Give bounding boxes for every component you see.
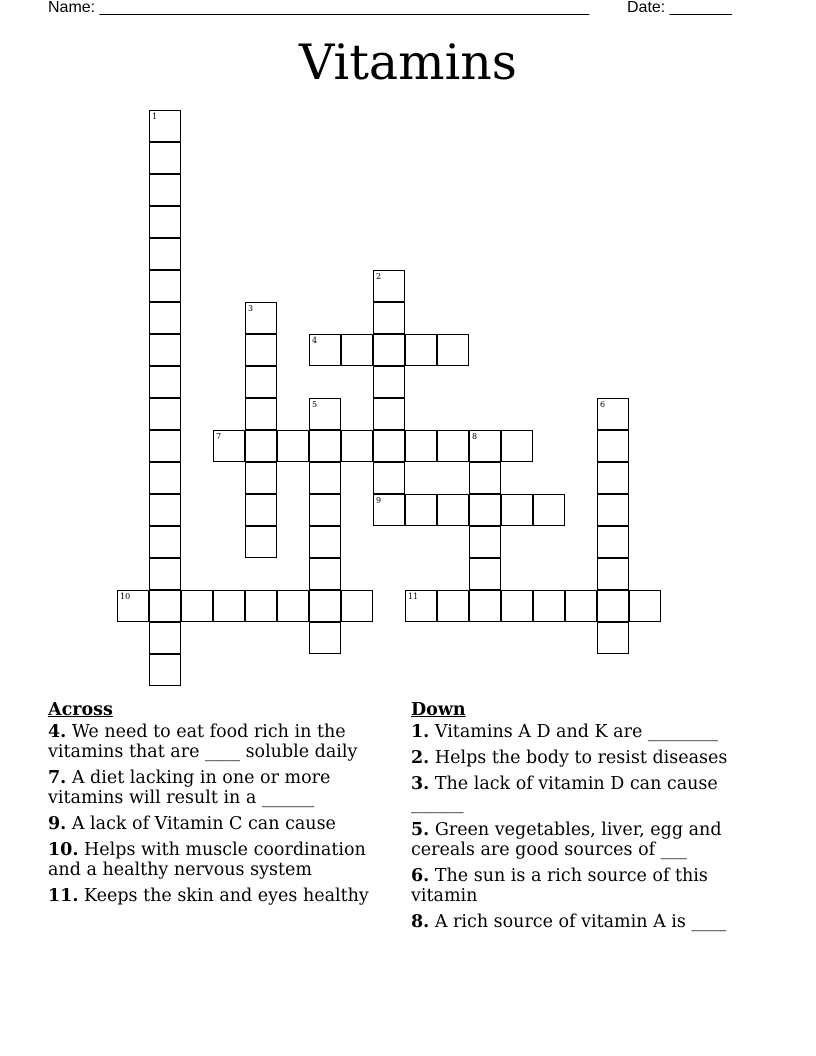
grid-cell[interactable] bbox=[245, 334, 277, 366]
clue-text: Helps the body to resist diseases bbox=[434, 748, 728, 768]
cell-number: 11 bbox=[408, 592, 419, 601]
grid-cell[interactable] bbox=[597, 494, 629, 526]
grid-cell[interactable] bbox=[373, 334, 405, 366]
grid-cell[interactable] bbox=[341, 334, 373, 366]
clue-number: 11. bbox=[48, 886, 79, 906]
grid-cell[interactable] bbox=[501, 494, 533, 526]
clue-text: Vitamins A D and K are ________ bbox=[434, 722, 718, 742]
grid-cell[interactable] bbox=[341, 590, 373, 622]
grid-cell[interactable] bbox=[309, 526, 341, 558]
grid-cell[interactable] bbox=[149, 366, 181, 398]
grid-cell[interactable] bbox=[149, 590, 181, 622]
grid-cell[interactable] bbox=[405, 590, 437, 622]
grid-cell[interactable] bbox=[373, 366, 405, 398]
grid-cell[interactable] bbox=[373, 462, 405, 494]
grid-cell[interactable] bbox=[149, 270, 181, 302]
grid-cell[interactable] bbox=[149, 302, 181, 334]
grid-cell[interactable] bbox=[405, 334, 437, 366]
clue-number: 1. bbox=[411, 722, 430, 742]
clue-text: A lack of Vitamin C can cause bbox=[71, 814, 336, 834]
grid-cell[interactable] bbox=[245, 526, 277, 558]
grid-cell[interactable] bbox=[245, 590, 277, 622]
clue-number: 2. bbox=[411, 748, 430, 768]
across-heading: Across bbox=[48, 700, 113, 720]
grid-cell[interactable] bbox=[373, 494, 405, 526]
down-heading: Down bbox=[411, 700, 466, 720]
clue-text: The sun is a rich source of this vitamin bbox=[411, 866, 708, 906]
cell-number: 4 bbox=[312, 336, 318, 345]
grid-cell[interactable] bbox=[533, 590, 565, 622]
grid-cell[interactable] bbox=[149, 622, 181, 654]
down-clue-2 bbox=[411, 748, 751, 768]
clue-text: We need to eat food rich in the vitamins that are ____ soluble daily bbox=[48, 722, 358, 762]
clue-number: 10. bbox=[48, 840, 79, 860]
date-field-label: Date: _______ bbox=[627, 0, 732, 16]
grid-cell[interactable] bbox=[597, 558, 629, 590]
cell-number: 9 bbox=[376, 496, 382, 505]
grid-cell[interactable] bbox=[597, 430, 629, 462]
grid-cell[interactable] bbox=[309, 494, 341, 526]
clue-text: The lack of vitamin D can cause ______ bbox=[411, 774, 718, 814]
grid-cell[interactable] bbox=[309, 462, 341, 494]
grid-cell[interactable] bbox=[213, 590, 245, 622]
grid-cell[interactable] bbox=[277, 590, 309, 622]
across-clue-10 bbox=[48, 840, 386, 880]
grid-cell[interactable] bbox=[405, 430, 437, 462]
clue-text: A rich source of vitamin A is ____ bbox=[434, 912, 727, 932]
grid-cell[interactable] bbox=[245, 302, 277, 334]
grid-cell[interactable] bbox=[373, 398, 405, 430]
grid-cell[interactable] bbox=[149, 430, 181, 462]
grid-cell[interactable] bbox=[629, 590, 661, 622]
grid-cell[interactable] bbox=[469, 430, 501, 462]
grid-cell[interactable] bbox=[309, 558, 341, 590]
grid-cell[interactable] bbox=[309, 430, 341, 462]
grid-cell[interactable] bbox=[341, 430, 373, 462]
grid-cell[interactable] bbox=[469, 494, 501, 526]
grid-cell[interactable] bbox=[597, 398, 629, 430]
grid-cell[interactable] bbox=[597, 622, 629, 654]
down-clue-3 bbox=[411, 774, 751, 814]
down-clue-6 bbox=[411, 866, 751, 906]
grid-cell[interactable] bbox=[469, 590, 501, 622]
clue-number: 4. bbox=[48, 722, 67, 742]
grid-cell[interactable] bbox=[405, 494, 437, 526]
grid-cell[interactable] bbox=[245, 398, 277, 430]
grid-cell[interactable] bbox=[501, 590, 533, 622]
clue-number: 9. bbox=[48, 814, 67, 834]
name-field-label: Name: _______________________________________________________ bbox=[48, 0, 589, 16]
grid-cell[interactable] bbox=[149, 206, 181, 238]
clue-number: 5. bbox=[411, 820, 430, 840]
cell-number: 6 bbox=[600, 400, 606, 409]
grid-cell[interactable] bbox=[533, 494, 565, 526]
grid-cell[interactable] bbox=[309, 590, 341, 622]
cell-number: 10 bbox=[120, 592, 131, 601]
grid-cell[interactable] bbox=[245, 494, 277, 526]
grid-cell[interactable] bbox=[149, 526, 181, 558]
grid-cell[interactable] bbox=[309, 334, 341, 366]
cell-number: 1 bbox=[152, 112, 158, 121]
grid-cell[interactable] bbox=[373, 430, 405, 462]
clue-text: Helps with muscle coordination and a healthy nervous system bbox=[48, 840, 366, 880]
across-clue-9 bbox=[48, 814, 386, 834]
grid-cell[interactable] bbox=[597, 590, 629, 622]
grid-cell[interactable] bbox=[437, 494, 469, 526]
grid-cell[interactable] bbox=[597, 462, 629, 494]
grid-cell[interactable] bbox=[117, 590, 149, 622]
clue-number: 6. bbox=[411, 866, 430, 886]
grid-cell[interactable] bbox=[149, 238, 181, 270]
cell-number: 2 bbox=[376, 272, 382, 281]
clue-number: 3. bbox=[411, 774, 430, 794]
grid-cell[interactable] bbox=[565, 590, 597, 622]
grid-cell[interactable] bbox=[277, 430, 309, 462]
down-clue-8 bbox=[411, 912, 751, 932]
grid-cell[interactable] bbox=[213, 430, 245, 462]
clue-number: 8. bbox=[411, 912, 430, 932]
clue-text: Green vegetables, liver, egg and cereals are good sources of ___ bbox=[411, 820, 722, 860]
grid-cell[interactable] bbox=[149, 398, 181, 430]
grid-cell[interactable] bbox=[245, 366, 277, 398]
grid-cell[interactable] bbox=[437, 334, 469, 366]
clue-text: A diet lacking in one or more vitamins will result in a ______ bbox=[48, 768, 331, 808]
grid-cell[interactable] bbox=[373, 270, 405, 302]
grid-cell[interactable] bbox=[149, 334, 181, 366]
grid-cell[interactable] bbox=[597, 526, 629, 558]
across-clue-7 bbox=[48, 768, 386, 808]
grid-cell[interactable] bbox=[501, 430, 533, 462]
grid-cell[interactable] bbox=[149, 494, 181, 526]
grid-cell[interactable] bbox=[181, 590, 213, 622]
grid-cell[interactable] bbox=[469, 462, 501, 494]
grid-cell[interactable] bbox=[309, 398, 341, 430]
grid-cell[interactable] bbox=[149, 174, 181, 206]
cell-number: 7 bbox=[216, 432, 222, 441]
grid-cell[interactable] bbox=[469, 526, 501, 558]
grid-cell[interactable] bbox=[149, 654, 181, 686]
grid-cell[interactable] bbox=[309, 622, 341, 654]
grid-cell[interactable] bbox=[373, 302, 405, 334]
grid-cell[interactable] bbox=[245, 462, 277, 494]
grid-cell[interactable] bbox=[437, 590, 469, 622]
grid-cell[interactable] bbox=[245, 430, 277, 462]
across-clue-4 bbox=[48, 722, 386, 762]
cell-number: 5 bbox=[312, 400, 318, 409]
page-title: Vitamins bbox=[299, 34, 517, 91]
grid-cell[interactable] bbox=[469, 558, 501, 590]
grid-cell[interactable] bbox=[437, 430, 469, 462]
cell-number: 3 bbox=[248, 304, 254, 313]
grid-cell[interactable] bbox=[149, 142, 181, 174]
across-clues bbox=[48, 700, 386, 912]
grid-cell[interactable] bbox=[149, 558, 181, 590]
grid-cell[interactable] bbox=[149, 110, 181, 142]
clue-number: 7. bbox=[48, 768, 67, 788]
across-clue-11 bbox=[48, 886, 386, 906]
clue-text: Keeps the skin and eyes healthy bbox=[84, 886, 369, 906]
down-clues bbox=[411, 700, 751, 938]
down-clue-5 bbox=[411, 820, 751, 860]
cell-number: 8 bbox=[472, 432, 478, 441]
down-clue-1 bbox=[411, 722, 751, 742]
grid-cell[interactable] bbox=[149, 462, 181, 494]
